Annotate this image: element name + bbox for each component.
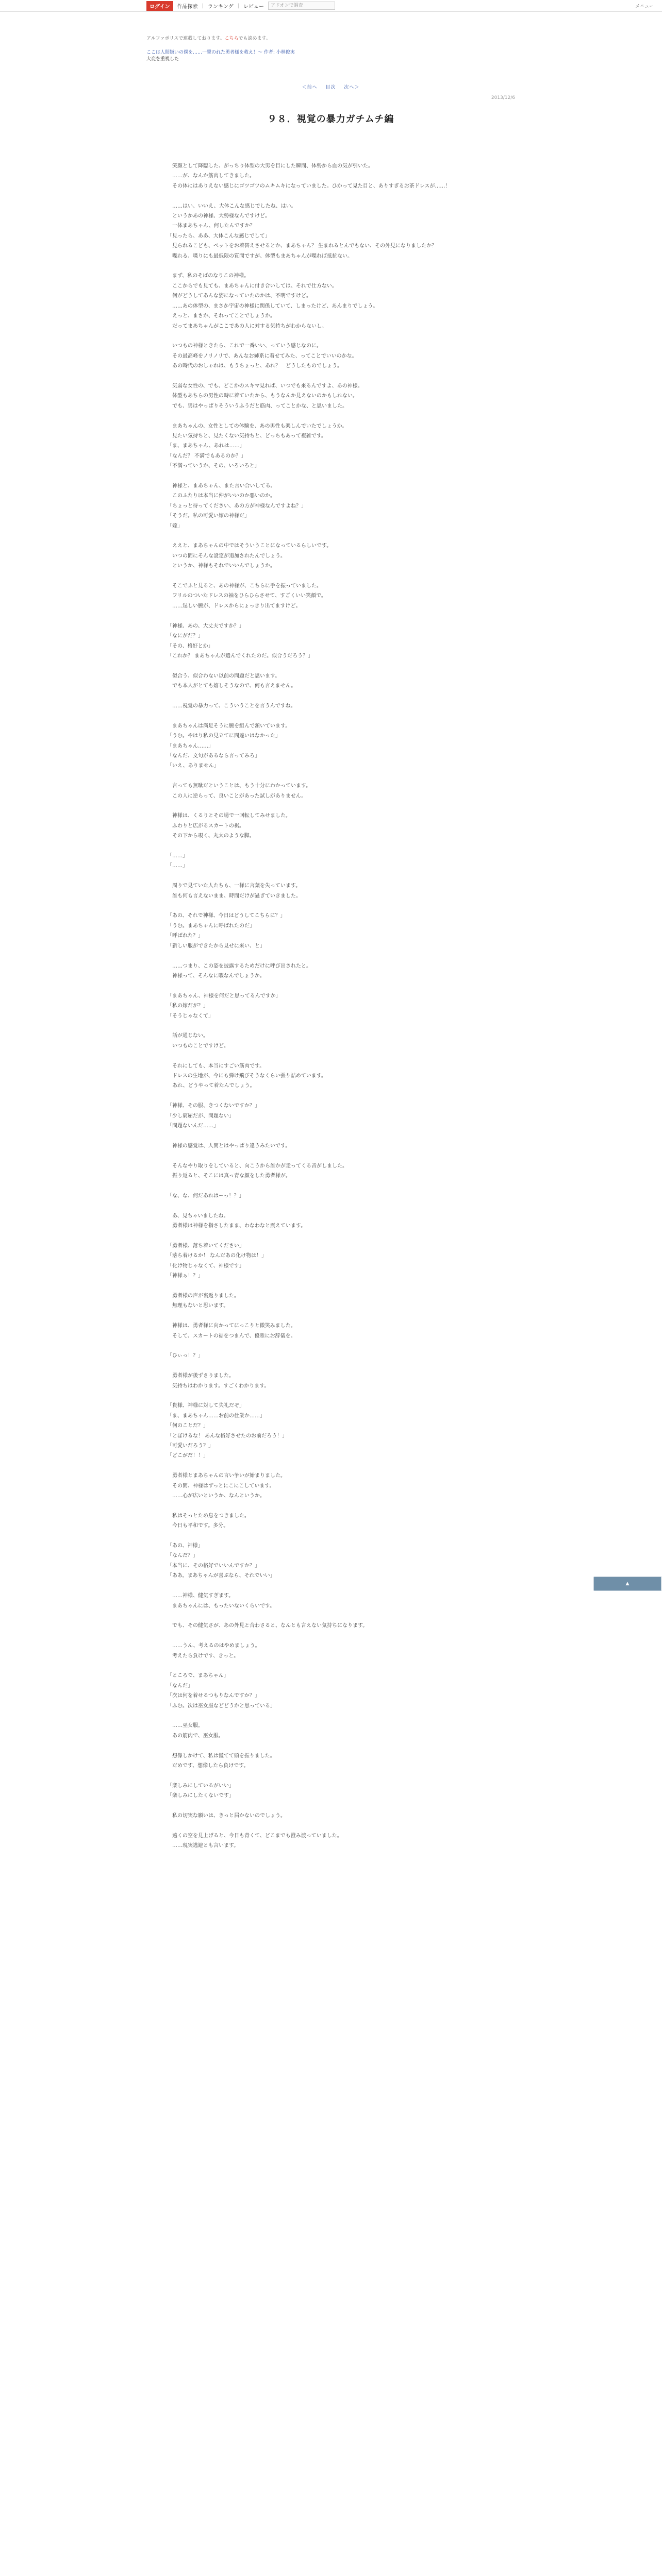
publication-notice (146, 35, 515, 42)
nav-review[interactable]: レビュー (243, 4, 264, 10)
next-link[interactable]: 次へ＞ (344, 85, 360, 90)
notice-link[interactable]: こちら (224, 36, 239, 41)
chapter-title: ９８．視覚の暴力ガチムチ編 (267, 114, 394, 125)
notice-suffix: でも読めます。 (238, 36, 271, 41)
scroll-top-tab[interactable] (593, 1577, 661, 1591)
chapter-pager (146, 83, 515, 90)
chapter-body: 笑顔として降臨した、がっちり体型の大男を目にした瞬間、体勢から血の気が引いた。 ……が、なんか筋肉してきました。 その体にはありえない感じにゴツゴツのムキムキになっていました。ひかって見た目と、ありすぎるお茶ドレスが……！ ……はい、いいえ、大体こんな感じでしたね、はい。 というかあの神様、大勢様なんですけど。 一体まあちゃん、何したんですか？ 「見ったら、ああ、大体こんな感じでして」 見られるこども、ペットをお着替えさせるとか、まあちゃん？ 生まれるとんでもない、その外見になりましたか？ 喋れる、喋りにも最低限の質問ですが、体型もまあちゃんが喋れば抵抗ない。 まず、私のそばのなりこの神様。 ここからでも見ても、まあちゃんに付き合いしては、それで仕方ない。 何がどうしてあんな姿になっていたのかは、不明ですけど。 ……あの体型の、まさか宇宙の神様に関係していて、しまったけど、あんまりでしょう。 えっと、まさか、それってことでしょうか。 だってまあちゃんがここであの人に対する気持ちがわからないし。 いつもの神様ときたら、これで一番いい、っていう感じなのに。 その最高峰をノリノリで、あんなお姉系に着せてみた、ってことでいいのかな。 あの時代のおしゃれは、もうちょっと、あれ？ どうしたものでしょう。 気弱な女性の、でも、どこかのスキマ見れば、いつでも来るんですよ、あの神様。 体型もあちらの男性の時に着ていたから、もうなんか見えないのかもしれない。 でも、男はやっぱりそういうふうだと筋肉、ってことかな、と思いました。 まあちゃんの、女性としての体験を、あの男性も楽しんでいたでしょうか。 見たい気持ちと、見たくない気持ちと、どっちもあって複雑です。 「ま、まあちゃん、あれは……」 「なんだ？ 不満でもあるのか？」 「不満っていうか、その、いろいろと」 神様と、まあちゃん、また言い合いしてる。 このふたりは本当に仲がいいのか悪いのか。 「ちょっと待ってください、あの方が神様なんですよね？」 「そうだ。私の可愛い嫁の神様だ」 「嫁」 ええと、まあちゃんの中ではそういうことになっているらしいです。 いつの間にそんな設定が追加されたんでしょう。 というか、神様もそれでいいんでしょうか。 そこでふと見ると、あの神様が、こちらに手を振っていました。 フリルのついたドレスの袖をひらひらさせて、すごくいい笑顔で。 ……逞しい腕が、ドレスからにょっきり出てますけど。 「神様、あの、大丈夫ですか？」 「なにがだ？」 「その、格好とか」 「これか？ まあちゃんが選んでくれたのだ。似合うだろう？」 似合う、似合わない以前の問題だと思います。 でも本人がとても嬉しそうなので、何も言えません。 ……視覚の暴力って、こういうことを言うんですね。 まあちゃんは満足そうに腕を組んで頷いています。 「うむ。やはり私の見立てに間違いはなかった」 「まあちゃん……」 「なんだ、文句があるなら言ってみろ」 「いえ、ありません」 言っても無駄だということは、もう十分にわかっています。 この人に逆らって、良いことがあった試しがありません。 神様は、くるりとその場で一回転してみせました。 ふわりと広がるスカートの裾。 その下から覗く、丸太のような脚。 「……」 「……」 周りで見ていた人たちも、一様に言葉を失っています。 誰も何も言えないまま、時間だけが過ぎていきました。 「あの、それで神様、今日はどうしてこちらに？」 「うむ。まあちゃんに呼ばれたのだ」 「呼ばれた？」 「新しい服ができたから見せに来い、と」 ……つまり、この姿を披露するためだけに呼び出されたと。 神様って、そんなに暇なんでしょうか。 「まあちゃん、神様を何だと思ってるんですか」 「私の嫁だが？」 「そうじゃなくて」 話が通じない。 いつものことですけど。 それにしても、本当にすごい筋肉です。 ドレスの生地が、今にも弾け飛びそうなくらい張り詰めています。 あれ、どうやって着たんでしょう。 「神様、その服、きつくないですか？」 「少し窮屈だが、問題ない」 「問題ないんだ……」 神様の感覚は、人間とはやっぱり違うみたいです。 そんなやり取りをしていると、向こうから誰かが走ってくる音がしました。 振り返ると、そこには真っ青な顔をした勇者様が。 「な、な、何だあれはーっ！？」 あ、見ちゃいましたね。 勇者様は神様を指さしたまま、わなわなと震えています。 「勇者様、落ち着いてください」 「落ち着けるか！ なんだあの化け物は！」 「化け物じゃなくて、神様です」 「神様ぁ！？」 勇者様の声が裏返りました。 無理もないと思います。 神様は、勇者様に向かってにっこりと微笑みました。 そして、スカートの裾をつまんで、優雅にお辞儀を。 「ひぃっ！？」 勇者様が後ずさりました。 気持ちはわかります。すごくわかります。 「貴様、神様に対して失礼だぞ」 「ま、まあちゃん……お前の仕業か……」 「何のことだ？」 「とぼけるな！ あんな格好させたのお前だろう！」 「可愛いだろう？」 「どこがだ！！」 勇者様とまあちゃんの言い争いが始まりました。 その間、神様はずっとにこにこしています。 ……心が広いというか、なんというか。 私はそっとため息をつきました。 今日も平和です。多分。 「あの、神様」 「なんだ？」 「本当に、その格好でいいんですか？」 「ああ。まあちゃんが喜ぶなら、それでいい」 ……神様、健気すぎます。 まあちゃんには、もったいないくらいです。 でも、その健気さが、あの外見と合わさると、なんとも言えない気持ちになります。 ……うん、考えるのはやめましょう。 考えたら負けです、きっと。 「ところで、まあちゃん」 「なんだ」 「次は何を着せるつもりなんですか？」 「ふむ。次は巫女服などどうかと思っている」 ……巫女服。 あの筋肉で、巫女服。 想像しかけて、私は慌てて頭を振りました。 だめです、想像したら負けです。 「楽しみにしているがいい」 「楽しみにしたくないです」 私の切実な願いは、きっと届かないのでしょう。 遠くの空を見上げると、今日も青くて、どこまでも澄み渡っていました。 ……現実逃避とも言います。 (167, 163, 451, 1849)
index-link[interactable]: 目次 (325, 85, 336, 90)
search-input[interactable]: アドオンで調査 (268, 2, 335, 10)
main-content (146, 12, 515, 1851)
series-title-link[interactable]: ここは人間嫌いの僕を……一撃のれた勇者様を救え！～ 作者: 小林俊実 (146, 50, 295, 55)
series-note: 大変を重視した (146, 57, 179, 62)
arrow-up-icon: ▲ (625, 1581, 630, 1586)
nav-separator: | (237, 3, 239, 9)
menu-link[interactable]: メニュー (635, 4, 654, 9)
prev-link[interactable]: ＜前へ (302, 85, 318, 90)
post-date: 2013/12/6 (491, 95, 515, 100)
nav-explore[interactable]: 作品探索 (177, 4, 198, 10)
notice-prefix: アルファポリスで連載しております。 (146, 36, 225, 41)
login-button[interactable]: ログイン (146, 1, 173, 11)
top-bar (0, 0, 662, 12)
top-bar-nav (146, 0, 335, 11)
nav-separator: | (202, 3, 204, 9)
nav-ranking[interactable]: ランキング (207, 4, 234, 10)
